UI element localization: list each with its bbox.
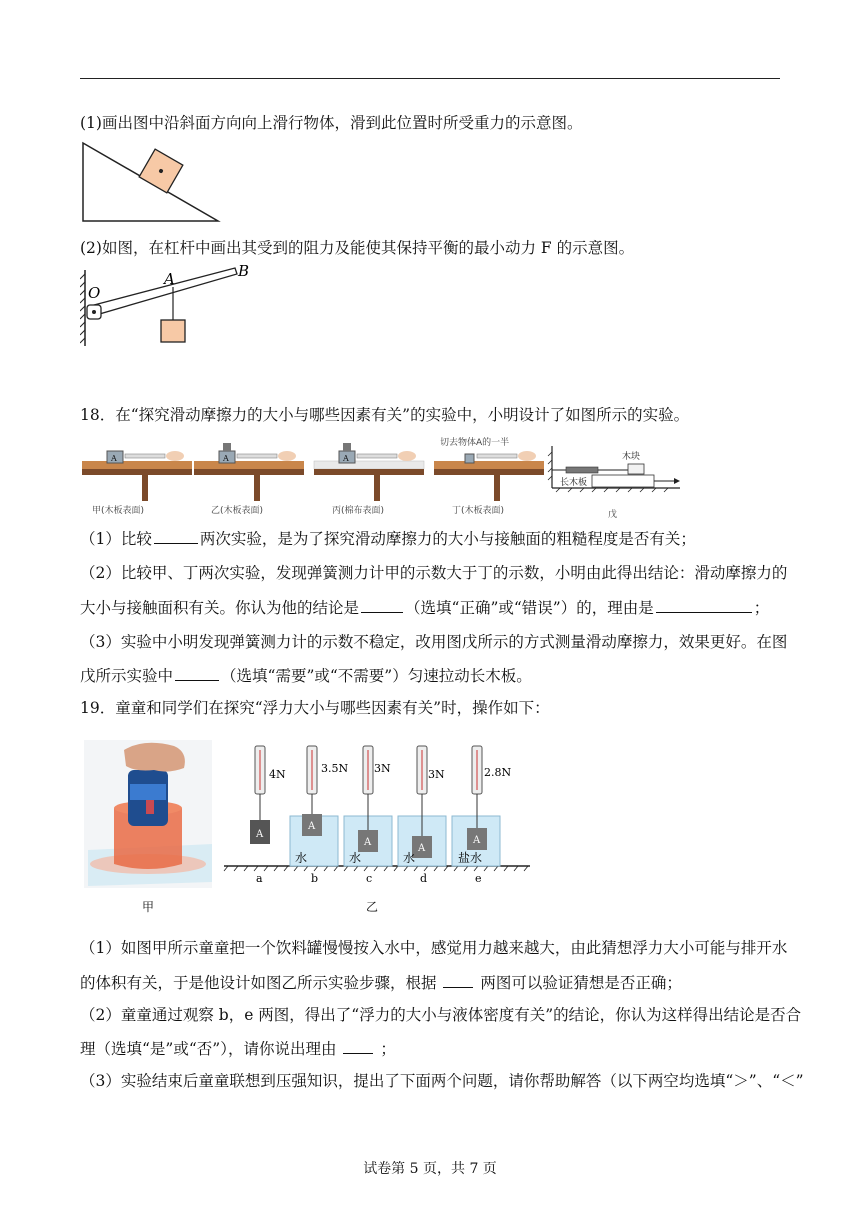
- cut-note: 切去物体A的一半: [440, 438, 510, 448]
- liquid-c: 水: [349, 851, 362, 865]
- liquid-e: 盐水: [458, 851, 483, 865]
- block-a-jia: A: [111, 454, 117, 463]
- letter-b: b: [311, 872, 319, 885]
- reading-c: 3N: [374, 762, 391, 775]
- reading-d: 3N: [428, 768, 445, 781]
- letter-d: d: [420, 872, 428, 885]
- letter-c: c: [366, 872, 373, 885]
- block-d: A: [418, 843, 426, 854]
- lever-figure: [80, 262, 260, 352]
- q17-part2: (2)如图，在杠杆中画出其受到的阻力及能使其保持平衡的最小动力 F 的示意图。: [80, 239, 635, 257]
- incline-figure: [80, 140, 222, 224]
- q18-blank-4[interactable]: [175, 664, 219, 681]
- block-a: A: [256, 829, 264, 840]
- reading-a: 4N: [269, 768, 286, 781]
- block-a-yi: A: [223, 454, 229, 463]
- q19-part2-line1: （2）童童通过观察 b，e 两图，得出了“浮力的大小与液体密度有关”的结论，你认为这样得出结论是否合: [80, 1006, 802, 1024]
- q18-part1: （1）比较 两次实验，是为了探究滑动摩擦力的大小与接触面的粗糙程度是否有关；: [80, 527, 780, 550]
- block-c: A: [364, 837, 372, 848]
- q18-blank-1[interactable]: [154, 527, 198, 544]
- q19-part3: （3）实验结束后童童联想到压强知识，提出了下面两个问题，请你帮助解答（以下两空均选填“＞”、“＜”: [80, 1072, 804, 1090]
- q19-blank-1[interactable]: [443, 971, 473, 988]
- liquid-b: 水: [295, 851, 308, 865]
- caption-jia: 甲(木板表面): [92, 506, 145, 516]
- q18-blank-3[interactable]: [656, 596, 752, 613]
- q18-part2-line1: （2）比较甲、丁两次实验，发现弹簧测力计甲的示数大于丁的示数，小明由此得出结论：滑动摩擦力的: [80, 564, 788, 582]
- q19-part1-line1: （1）如图甲所示童童把一个饮料罐慢慢按入水中，感觉用力越来越大，由此猜想浮力大小可能与排开水: [80, 939, 788, 957]
- q19-blank-2[interactable]: [343, 1037, 373, 1054]
- letter-a: a: [256, 872, 263, 885]
- fig-yi-label: 乙: [366, 900, 379, 914]
- reading-b: 3.5N: [321, 762, 349, 775]
- label-a: A: [164, 270, 175, 288]
- label-o: O: [88, 284, 101, 302]
- can-photo: [84, 740, 212, 888]
- caption-bing: 丙(棉布表面): [332, 506, 385, 516]
- letter-e: e: [475, 872, 482, 885]
- q18-blank-2[interactable]: [361, 596, 403, 613]
- header-rule: [80, 78, 780, 79]
- label-wood-block: 木块: [622, 452, 641, 462]
- fig-jia-label: 甲: [142, 900, 155, 914]
- buoyancy-figure: [222, 740, 534, 890]
- q19-part1-line2: 的体积有关，于是他设计如图乙所示实验步骤，根据 两图可以验证猜想是否正确；: [80, 971, 780, 994]
- label-long-board: 长木板: [560, 478, 588, 488]
- label-b: B: [238, 262, 250, 280]
- q19-part2-line2: 理（选填“是”或“否”），请你说出理由 ；: [80, 1037, 780, 1060]
- caption-wu: 戊: [608, 510, 618, 520]
- liquid-d: 水: [403, 851, 416, 865]
- block-a-bing: A: [343, 454, 349, 463]
- q17-part1: (1)画出图中沿斜面方向向上滑行物体，滑到此位置时所受重力的示意图。: [80, 114, 583, 132]
- page-footer: 试卷第 5 页，共 7 页: [363, 1161, 497, 1177]
- caption-ding: 丁(木板表面): [452, 506, 505, 516]
- q19-stem: 19．童童和同学们在探究“浮力大小与哪些因素有关”时，操作如下：: [80, 699, 550, 717]
- caption-yi: 乙(木板表面): [211, 506, 264, 516]
- q18-part2-line2: 大小与接触面积有关。你认为他的结论是 （选填“正确”或“错误”）的，理由是 ；: [80, 596, 780, 619]
- q18-part3-line2: 戊所示实验中 （选填“需要”或“不需要”）匀速拉动长木板。: [80, 664, 780, 687]
- q18-stem: 18．在“探究滑动摩擦力的大小与哪些因素有关”的实验中，小明设计了如图所示的实验。: [80, 406, 690, 424]
- block-b: A: [308, 821, 316, 832]
- block-e: A: [473, 835, 481, 846]
- reading-e: 2.8N: [484, 766, 512, 779]
- friction-figures: [80, 442, 690, 514]
- q18-part3-line1: （3）实验中小明发现弹簧测力计的示数不稳定，改用图戊所示的方式测量滑动摩擦力，效果更好。在图: [80, 633, 788, 651]
